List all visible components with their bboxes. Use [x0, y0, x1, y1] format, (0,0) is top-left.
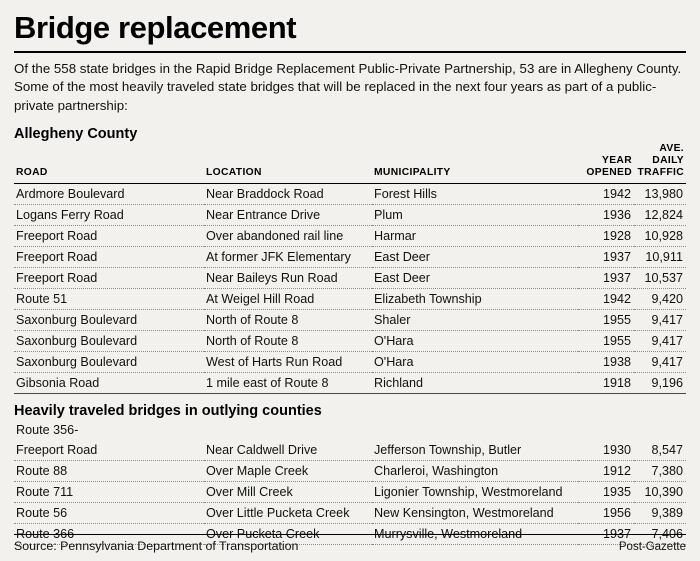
cell-traffic: 9,196 — [634, 372, 686, 393]
cell-year: 1942 — [578, 288, 634, 309]
cell-location: Near Caldwell Drive — [204, 440, 372, 461]
section-heading-allegheny: Allegheny County — [14, 126, 138, 143]
cell-location: Near Baileys Run Road — [204, 267, 372, 288]
table-row — [14, 204, 686, 225]
cell-traffic: 10,537 — [634, 267, 686, 288]
cell-municipality: Forest Hills — [372, 183, 578, 204]
cell-location: Near Braddock Road — [204, 183, 372, 204]
cell-municipality: East Deer — [372, 246, 578, 267]
cell-municipality: Charleroi, Washington — [372, 460, 578, 481]
table-header-row-lower — [14, 167, 686, 182]
cell-location: Over abandoned rail line — [204, 225, 372, 246]
cell-year: 1912 — [578, 460, 634, 481]
cell-traffic: 9,420 — [634, 288, 686, 309]
section-heading-outlying: Heavily traveled bridges in outlying counties — [14, 402, 322, 419]
cell-municipality: Richland — [372, 372, 578, 393]
cell-municipality: O'Hara — [372, 330, 578, 351]
table-row — [14, 460, 686, 481]
cell-road: Freeport Road — [14, 225, 204, 246]
cell-year: 1918 — [578, 372, 634, 393]
col-header-year-lower: OPENED — [586, 166, 632, 178]
cell-municipality: Murrysville, Westmoreland — [372, 523, 578, 544]
cell-municipality: Ligonier Township, Westmoreland — [372, 481, 578, 502]
cell-municipality: Elizabeth Township — [372, 288, 578, 309]
cell-road: Saxonburg Boulevard — [14, 309, 204, 330]
cell-traffic: 10,928 — [634, 225, 686, 246]
cell-road: Route 366 — [14, 523, 204, 544]
cell-location: Over Pucketa Creek — [204, 523, 372, 544]
col-header-location — [204, 143, 372, 167]
footer — [14, 534, 686, 553]
cell-road: Route 51 — [14, 288, 204, 309]
cell-road: Logans Ferry Road — [14, 204, 204, 225]
cell-year: 1936 — [578, 204, 634, 225]
cell-road: Gibsonia Road — [14, 372, 204, 393]
cell-road: Ardmore Boulevard — [14, 183, 204, 204]
table-row — [14, 351, 686, 372]
cell-road: Freeport Road — [14, 246, 204, 267]
outlying-rows — [14, 420, 686, 545]
table-row — [14, 481, 686, 502]
cell-location: North of Route 8 — [204, 330, 372, 351]
cell-road: Route 56 — [14, 502, 204, 523]
cell-traffic: 7,406 — [634, 523, 686, 544]
cell-traffic: 10,390 — [634, 481, 686, 502]
credit-text: Post-Gazette — [618, 541, 686, 553]
cell-year: 1935 — [578, 481, 634, 502]
col-header-year-upper: YEAR — [601, 155, 632, 166]
cell-municipality: Plum — [372, 204, 578, 225]
cell-location: 1 mile east of Route 8 — [204, 372, 372, 393]
col-header-road-label: ROAD — [16, 166, 48, 178]
cell-road: Route 711 — [14, 481, 204, 502]
source-text: Source: Pennsylvania Department of Transportation — [14, 539, 299, 553]
cell-municipality: Harmar — [372, 225, 578, 246]
cell-traffic: 10,911 — [634, 246, 686, 267]
cell-road: Saxonburg Boulevard — [14, 351, 204, 372]
cell-municipality: New Kensington, Westmoreland — [372, 502, 578, 523]
table-row — [14, 372, 686, 393]
cell-traffic: 9,417 — [634, 351, 686, 372]
col-header-road — [14, 143, 204, 167]
col-header-municipality — [372, 143, 578, 167]
cell-traffic: 9,417 — [634, 330, 686, 351]
table-header — [14, 143, 686, 183]
table-row — [14, 288, 686, 309]
table-row — [14, 225, 686, 246]
cell-road: Freeport Road — [14, 440, 204, 461]
cell-road: Route 88 — [14, 460, 204, 481]
title-divider — [14, 51, 686, 53]
cell-traffic: 12,824 — [634, 204, 686, 225]
footer-row — [14, 539, 686, 553]
cell-location: Over Maple Creek — [204, 460, 372, 481]
table-row — [14, 440, 686, 461]
cell-year: 1930 — [578, 440, 634, 461]
cell-municipality: O'Hara — [372, 351, 578, 372]
cell-traffic: 9,417 — [634, 309, 686, 330]
cell-traffic: 7,380 — [634, 460, 686, 481]
cell-year: 1937 — [578, 523, 634, 544]
cell-road: Saxonburg Boulevard — [14, 330, 204, 351]
cell-traffic: 13,980 — [634, 183, 686, 204]
table-row — [14, 183, 686, 204]
cell-year: 1955 — [578, 330, 634, 351]
table-row — [14, 502, 686, 523]
cell-year: 1928 — [578, 225, 634, 246]
allegheny-rows — [14, 183, 686, 393]
outlying-counties-table — [14, 420, 686, 545]
cell-spacer-traffic — [634, 420, 686, 440]
cell-location: Near Entrance Drive — [204, 204, 372, 225]
cell-location: At former JFK Elementary — [204, 246, 372, 267]
cell-location: Over Mill Creek — [204, 481, 372, 502]
cell-spacer-year — [578, 420, 634, 440]
cell-traffic: 8,547 — [634, 440, 686, 461]
deck-text: Of the 558 state bridges in the Rapid Bridge Replacement Public-Private Partnership, 53 are in Allegheny County. Some of the most heavily traveled state bridges that will be replaced in the next four years as part of a public-private partnership: — [14, 60, 682, 114]
footer-divider — [14, 534, 686, 535]
cell-spacer-location — [204, 420, 372, 440]
cell-location: Over Little Pucketa Creek — [204, 502, 372, 523]
cell-location: North of Route 8 — [204, 309, 372, 330]
col-header-municipality-label: MUNICIPALITY — [374, 166, 451, 178]
table-row — [14, 267, 686, 288]
cell-year: 1937 — [578, 267, 634, 288]
col-header-location-label: LOCATION — [206, 166, 262, 178]
cell-year: 1955 — [578, 309, 634, 330]
cell-year: 1938 — [578, 351, 634, 372]
table-row-road-continuation — [14, 420, 686, 440]
cell-municipality: Jefferson Township, Butler — [372, 440, 578, 461]
cell-year: 1937 — [578, 246, 634, 267]
cell-road-line1: Route 356- — [16, 422, 79, 437]
col-header-traffic-lower: TRAFFIC — [637, 166, 684, 178]
table-header-row-upper — [14, 143, 686, 167]
table-row — [14, 246, 686, 267]
cell-location: At Weigel Hill Road — [204, 288, 372, 309]
cell-year: 1956 — [578, 502, 634, 523]
cell-traffic: 9,389 — [634, 502, 686, 523]
cell-spacer-municipality — [372, 420, 578, 440]
cell-municipality: Shaler — [372, 309, 578, 330]
allegheny-county-table — [14, 143, 686, 393]
table-row — [14, 330, 686, 351]
col-header-traffic-upper: AVE. DAILY — [652, 143, 684, 166]
page-title: Bridge replacement — [14, 10, 297, 45]
table-row — [14, 309, 686, 330]
cell-municipality: East Deer — [372, 267, 578, 288]
cell-year: 1942 — [578, 183, 634, 204]
cell-location: West of Harts Run Road — [204, 351, 372, 372]
cell-road: Freeport Road — [14, 267, 204, 288]
